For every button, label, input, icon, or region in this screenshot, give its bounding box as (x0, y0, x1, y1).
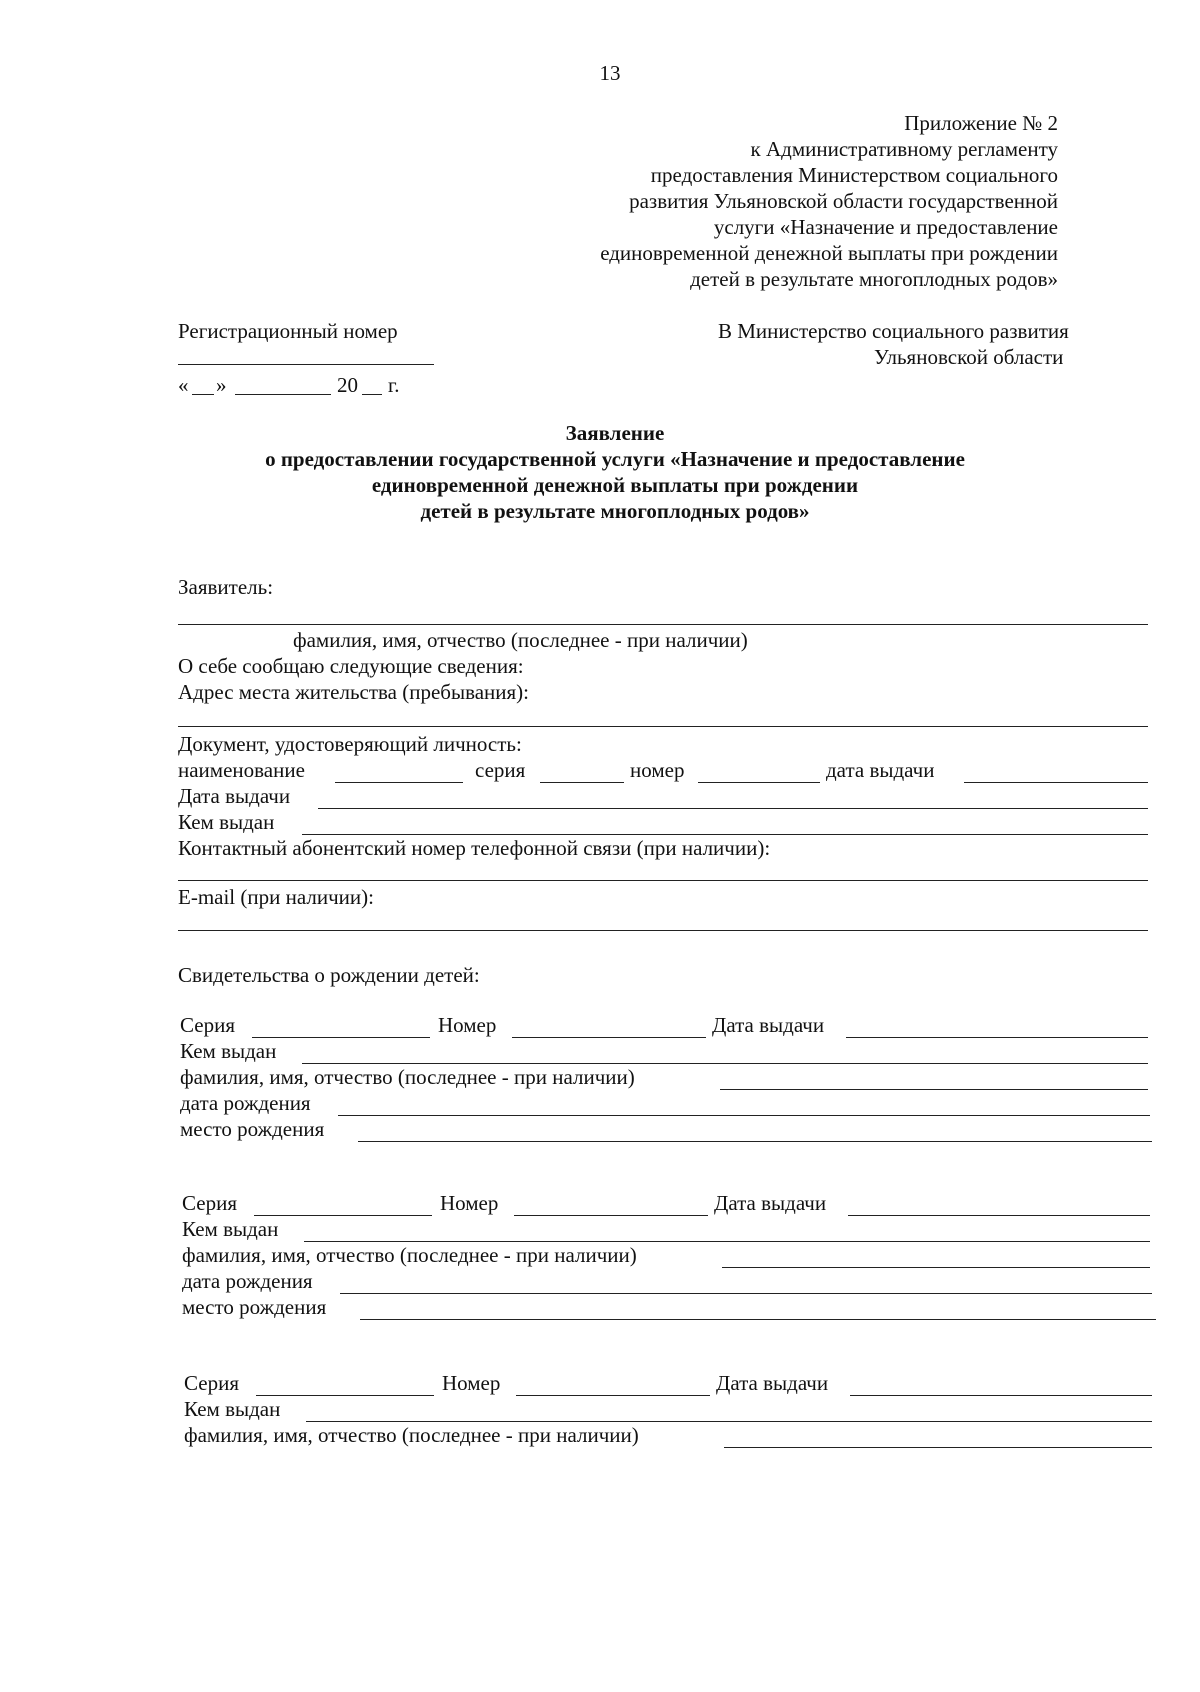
cert-birth-place-field[interactable] (358, 1141, 1152, 1142)
cert-series-label: Серия (182, 1191, 237, 1215)
cert-issued-by-label: Кем выдан (180, 1039, 277, 1063)
cert-fio-field[interactable] (720, 1089, 1148, 1090)
cert-birth-date-label: дата рождения (180, 1091, 311, 1115)
applicant-fio-caption: фамилия, имя, отчество (последнее - при наличии) (293, 628, 748, 652)
cert-issue-date-field[interactable] (850, 1395, 1152, 1396)
phone-label: Контактный абонентский номер телефонной связи (при наличии): (178, 836, 771, 860)
cert-series-field[interactable] (256, 1395, 434, 1396)
cert-fio-label: фамилия, имя, отчество (последнее - при наличии) (184, 1423, 639, 1447)
title-line: о предоставлении государственной услуги «Назначение и предоставление (265, 447, 965, 471)
id-name-label: наименование (178, 758, 305, 782)
registration-year-prefix: 20 (337, 373, 358, 397)
id-issue-date-field[interactable] (964, 782, 1148, 783)
cert-fio-label: фамилия, имя, отчество (последнее - при наличии) (180, 1065, 635, 1089)
applicant-fio-field[interactable] (178, 624, 1148, 625)
issued-by-label: Кем выдан (178, 810, 275, 834)
cert-number-field[interactable] (512, 1037, 706, 1038)
address-field[interactable] (178, 726, 1148, 727)
issue-date-field[interactable] (318, 808, 1148, 809)
id-series-field[interactable] (540, 782, 624, 783)
addressee-line2: Ульяновской области (874, 345, 1064, 369)
title-line: Заявление (565, 421, 665, 445)
registration-quote-open: « (178, 373, 189, 397)
phone-field[interactable] (178, 880, 1148, 881)
appendix-line: единовременной денежной выплаты при рождении (600, 241, 1058, 265)
registration-number-field[interactable] (178, 364, 434, 365)
cert-birth-place-label: место рождения (180, 1117, 325, 1141)
cert-issue-date-label: Дата выдачи (716, 1371, 829, 1395)
appendix-line: к Административному регламенту (750, 137, 1058, 161)
address-label: Адрес места жительства (пребывания): (178, 680, 530, 704)
cert-series-field[interactable] (252, 1037, 430, 1038)
title-line: единовременной денежной выплаты при рождении (371, 473, 859, 497)
registration-year-suffix: г. (388, 373, 400, 397)
certificates-label: Свидетельства о рождении детей: (178, 963, 480, 987)
cert-issue-date-field[interactable] (846, 1037, 1148, 1038)
info-intro: О себе сообщаю следующие сведения: (178, 654, 524, 678)
cert-issue-date-field[interactable] (848, 1215, 1150, 1216)
cert-series-field[interactable] (254, 1215, 432, 1216)
id-number-label: номер (630, 758, 685, 782)
cert-issue-date-label: Дата выдачи (712, 1013, 825, 1037)
cert-fio-field[interactable] (724, 1447, 1152, 1448)
registration-quote-close: » (216, 373, 227, 397)
registration-label: Регистрационный номер (178, 319, 398, 343)
appendix-line: Приложение № 2 (904, 111, 1058, 135)
cert-issued-by-label: Кем выдан (182, 1217, 279, 1241)
cert-birth-date-field[interactable] (338, 1115, 1150, 1116)
id-doc-label: Документ, удостоверяющий личность: (178, 732, 522, 756)
issue-date-label: Дата выдачи (178, 784, 291, 808)
appendix-line: детей в результате многоплодных родов» (690, 267, 1058, 291)
id-issue-date-label: дата выдачи (826, 758, 935, 782)
cert-fio-field[interactable] (722, 1267, 1150, 1268)
appendix-line: развития Ульяновской области государственной (629, 189, 1058, 213)
cert-birth-date-label: дата рождения (182, 1269, 313, 1293)
id-series-label: серия (475, 758, 526, 782)
cert-number-label: Номер (438, 1013, 497, 1037)
addressee-line1: В Министерство социального развития (718, 319, 1069, 343)
cert-birth-place-label: место рождения (182, 1295, 327, 1319)
cert-number-label: Номер (440, 1191, 499, 1215)
id-number-field[interactable] (698, 782, 820, 783)
cert-series-label: Серия (184, 1371, 239, 1395)
cert-issued-by-label: Кем выдан (184, 1397, 281, 1421)
appendix-line: услуги «Назначение и предоставление (713, 215, 1058, 239)
cert-number-label: Номер (442, 1371, 501, 1395)
cert-birth-date-field[interactable] (340, 1293, 1152, 1294)
applicant-label: Заявитель: (178, 575, 274, 599)
cert-birth-place-field[interactable] (360, 1319, 1156, 1320)
page-number: 13 (599, 61, 621, 85)
cert-issue-date-label: Дата выдачи (714, 1191, 827, 1215)
email-label: E-mail (при наличии): (178, 885, 374, 909)
title-line: детей в результате многоплодных родов» (420, 499, 810, 523)
registration-year-field[interactable] (362, 394, 382, 395)
id-name-field[interactable] (335, 782, 463, 783)
email-field[interactable] (178, 930, 1148, 931)
cert-number-field[interactable] (516, 1395, 710, 1396)
cert-series-label: Серия (180, 1013, 235, 1037)
cert-number-field[interactable] (514, 1215, 708, 1216)
cert-fio-label: фамилия, имя, отчество (последнее - при наличии) (182, 1243, 637, 1267)
registration-day-field[interactable] (192, 394, 214, 395)
appendix-line: предоставления Министерством социального (650, 163, 1058, 187)
registration-month-field[interactable] (235, 394, 331, 395)
